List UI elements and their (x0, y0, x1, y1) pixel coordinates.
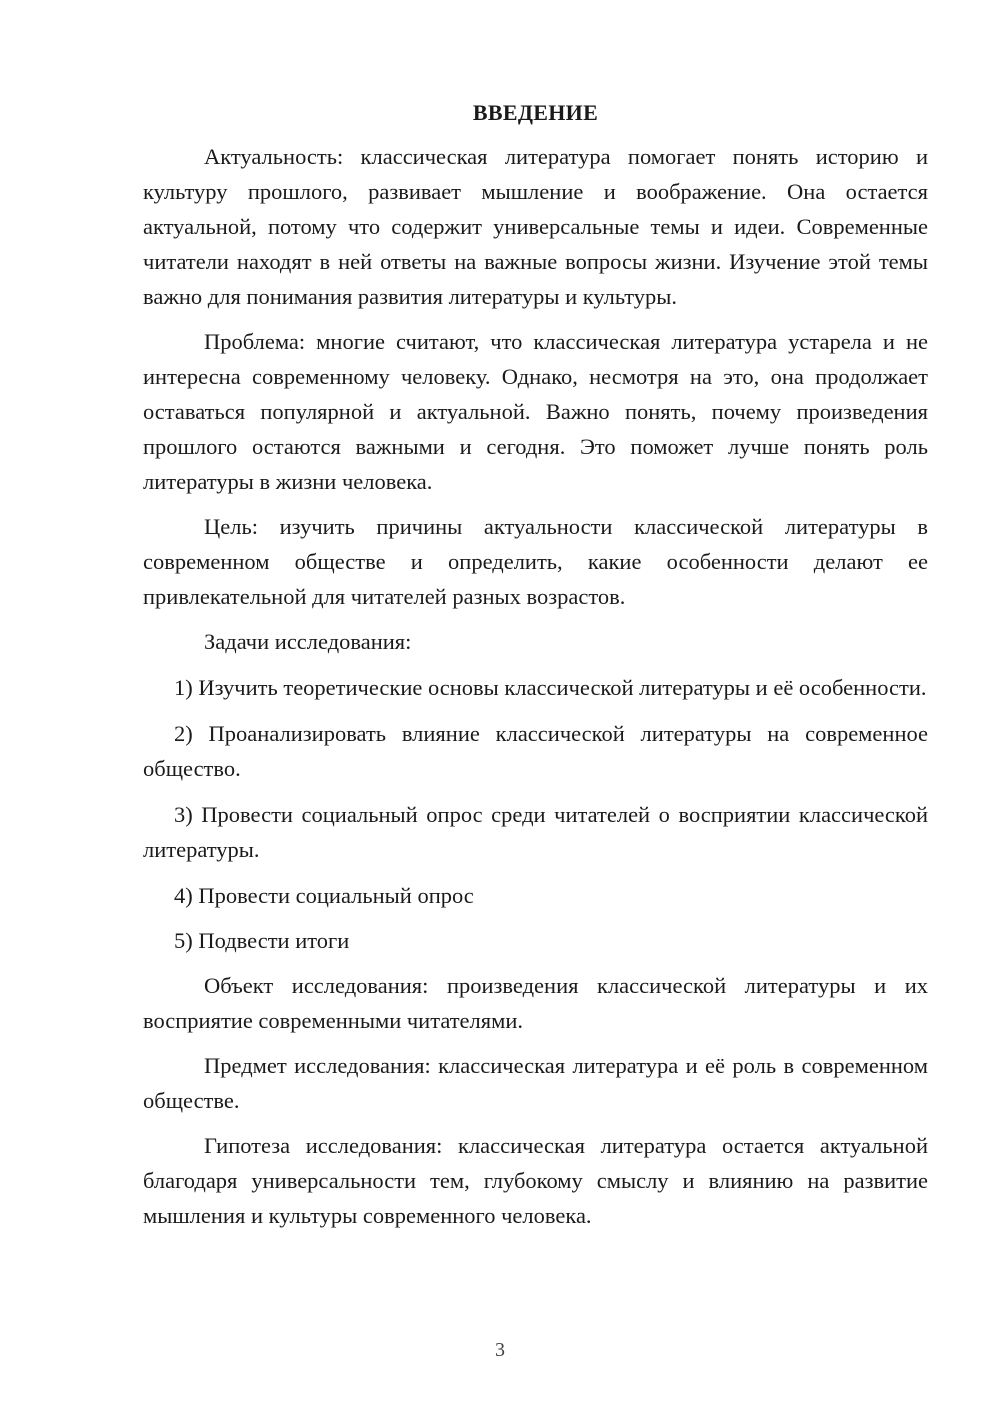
tasks-heading: Задачи исследования: (204, 629, 412, 654)
task-item: 1) Изучить теоретические основы классической литературы и её особенности. (174, 675, 927, 700)
task-item: 3) Провести социальный опрос среди читателей о восприятии классической литературы. (143, 802, 928, 862)
relevance-paragraph: Актуальность: классическая литература помогает понять историю и культуру прошлого, развивает мышление и воображение. Она остается актуальной, потому что содержит универсальные темы и идеи. Современные читатели находят в ней ответы на важные вопросы жизни. Изучение этой темы важно для понимания развития литературы и культуры. (143, 144, 928, 309)
hypothesis-paragraph: Гипотеза исследования: классическая литература остается актуальной благодаря универсальности тем, глубокому смыслу и влиянию на развитие мышления и культуры современного человека. (143, 1133, 928, 1228)
task-item: 4) Провести социальный опрос (174, 883, 474, 908)
document-body (143, 95, 928, 1243)
task-item: 5) Подвести итоги (174, 928, 350, 953)
object-paragraph: Объект исследования: произведения классической литературы и их восприятие современными читателями. (143, 973, 928, 1033)
goal-paragraph: Цель: изучить причины актуальности классической литературы в современном обществе и определить, какие особенности делают ее привлекательной для читателей разных возрастов. (143, 514, 928, 609)
page-title: ВВЕДЕНИЕ (472, 100, 599, 125)
task-item: 2) Проанализировать влияние классической литературы на современное общество. (143, 721, 928, 781)
page-number: 3 (495, 1339, 505, 1361)
problem-paragraph: Проблема: многие считают, что классическая литература устарела и не интересна современному человеку. Однако, несмотря на это, она продолжает оставаться популярной и актуальной. Важно понять, почему произведения прошлого остаются важными и сегодня. Это поможет лучше понять роль литературы в жизни человека. (143, 329, 928, 494)
subject-paragraph: Предмет исследования: классическая литература и её роль в современном обществе. (143, 1053, 928, 1113)
